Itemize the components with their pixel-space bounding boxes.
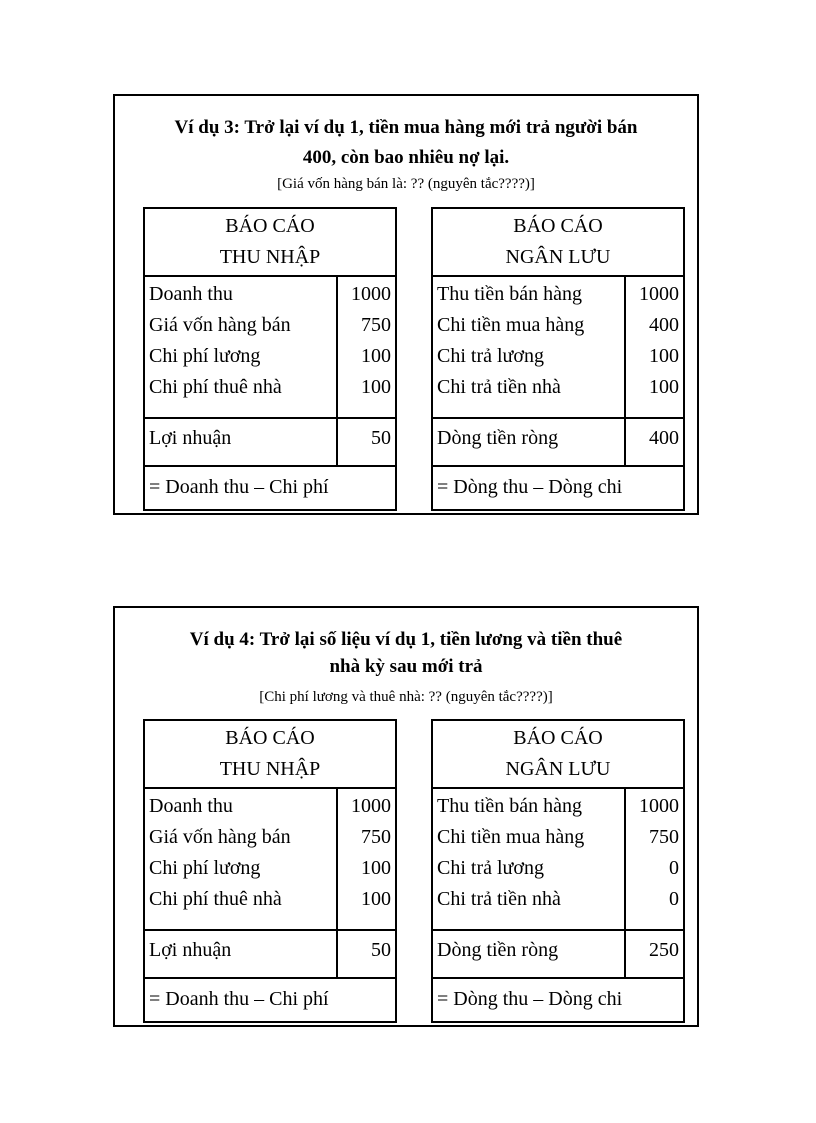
cashflow-formula: = Dòng thu – Dòng chi [437,988,623,1010]
total-value: 50 [371,427,391,449]
income-items [145,789,395,931]
example-title-line2: 400, còn bao nhiêu nợ lại. [302,147,510,168]
total-row [145,423,395,454]
row-label: Chi tiền mua hàng [437,826,585,848]
column-divider [336,789,338,979]
total-row [433,935,683,966]
heading-line2: THU NHẬP [219,246,321,268]
total-row [145,935,395,966]
total-value: 50 [371,939,391,961]
row-value: 750 [649,826,679,848]
income-heading [145,721,395,789]
row-value: 100 [361,345,391,367]
heading-line2: THU NHẬP [219,758,321,780]
row-value: 1000 [351,795,391,817]
row-value: 100 [649,376,679,398]
income-row [145,822,395,853]
cashflow-formula: = Dòng thu – Dòng chi [437,476,623,498]
income-statement [143,719,397,1023]
total-label: Dòng tiền ròng [437,939,559,961]
example-4-box [113,606,699,1027]
total-value: 250 [649,939,679,961]
total-row [433,423,683,454]
heading-line1: BÁO CÁO [513,727,603,749]
income-formula: = Doanh thu – Chi phí [149,476,329,498]
cashflow-row [433,372,683,403]
income-statement [143,207,397,511]
row-value: 0 [669,888,679,910]
heading-line1: BÁO CÁO [225,215,315,237]
row-value: 100 [361,376,391,398]
cashflow-row [433,853,683,884]
row-label: Chi phí thuê nhà [149,376,282,398]
row-value: 100 [649,345,679,367]
column-divider [336,277,338,467]
row-value: 100 [361,857,391,879]
income-total [145,931,395,979]
income-row [145,791,395,822]
total-label: Lợi nhuận [149,427,232,449]
cashflow-heading [433,209,683,277]
row-label: Doanh thu [149,283,233,305]
example-3-box [113,94,699,515]
cashflow-total [433,931,683,979]
example-title-line1: Ví dụ 4: Trở lại số liệu ví dụ 1, tiền lương và tiền thuê [189,629,623,650]
row-value: 1000 [639,795,679,817]
row-label: Giá vốn hàng bán [149,826,291,848]
row-value: 100 [361,888,391,910]
income-row [145,310,395,341]
cashflow-heading [433,721,683,789]
example-note: [Chi phí lương và thuê nhà: ?? (nguyên tắc????)] [259,689,553,705]
column-divider [624,277,626,467]
row-value: 400 [649,314,679,336]
cashflow-total [433,419,683,467]
row-value: 1000 [639,283,679,305]
row-label: Chi phí lương [149,345,261,367]
row-value: 750 [361,826,391,848]
example-note: [Giá vốn hàng bán là: ?? (nguyên tắc????)] [277,176,535,192]
cashflow-statement [431,207,685,511]
row-label: Giá vốn hàng bán [149,314,291,336]
row-label: Chi trả tiền nhà [437,376,561,398]
cashflow-row [433,279,683,310]
income-items [145,277,395,419]
heading-line1: BÁO CÁO [513,215,603,237]
example-title-line1: Ví dụ 3: Trở lại ví dụ 1, tiền mua hàng mới trả người bán [174,117,638,138]
income-row [145,372,395,403]
row-label: Chi trả tiền nhà [437,888,561,910]
income-row [145,884,395,915]
cashflow-row [433,884,683,915]
heading-line1: BÁO CÁO [225,727,315,749]
row-label: Chi phí lương [149,857,261,879]
row-value: 1000 [351,283,391,305]
example-title-line2: nhà kỳ sau mới trả [329,656,483,677]
cashflow-row [433,341,683,372]
total-label: Dòng tiền ròng [437,427,559,449]
income-heading [145,209,395,277]
income-row [145,341,395,372]
heading-line2: NGÂN LƯU [505,758,611,780]
cashflow-row [433,310,683,341]
row-label: Chi tiền mua hàng [437,314,585,336]
row-label: Chi trả lương [437,857,544,879]
column-divider [624,789,626,979]
income-formula: = Doanh thu – Chi phí [149,988,329,1010]
income-total [145,419,395,467]
row-label: Thu tiền bán hàng [437,283,582,305]
row-label: Doanh thu [149,795,233,817]
income-row [145,279,395,310]
total-value: 400 [649,427,679,449]
row-label: Chi phí thuê nhà [149,888,282,910]
row-value: 750 [361,314,391,336]
heading-line2: NGÂN LƯU [505,246,611,268]
row-value: 0 [669,857,679,879]
total-label: Lợi nhuận [149,939,232,961]
cashflow-statement [431,719,685,1023]
income-row [145,853,395,884]
cashflow-items [433,277,683,419]
cashflow-row [433,822,683,853]
cashflow-row [433,791,683,822]
row-label: Thu tiền bán hàng [437,795,582,817]
row-label: Chi trả lương [437,345,544,367]
cashflow-items [433,789,683,931]
